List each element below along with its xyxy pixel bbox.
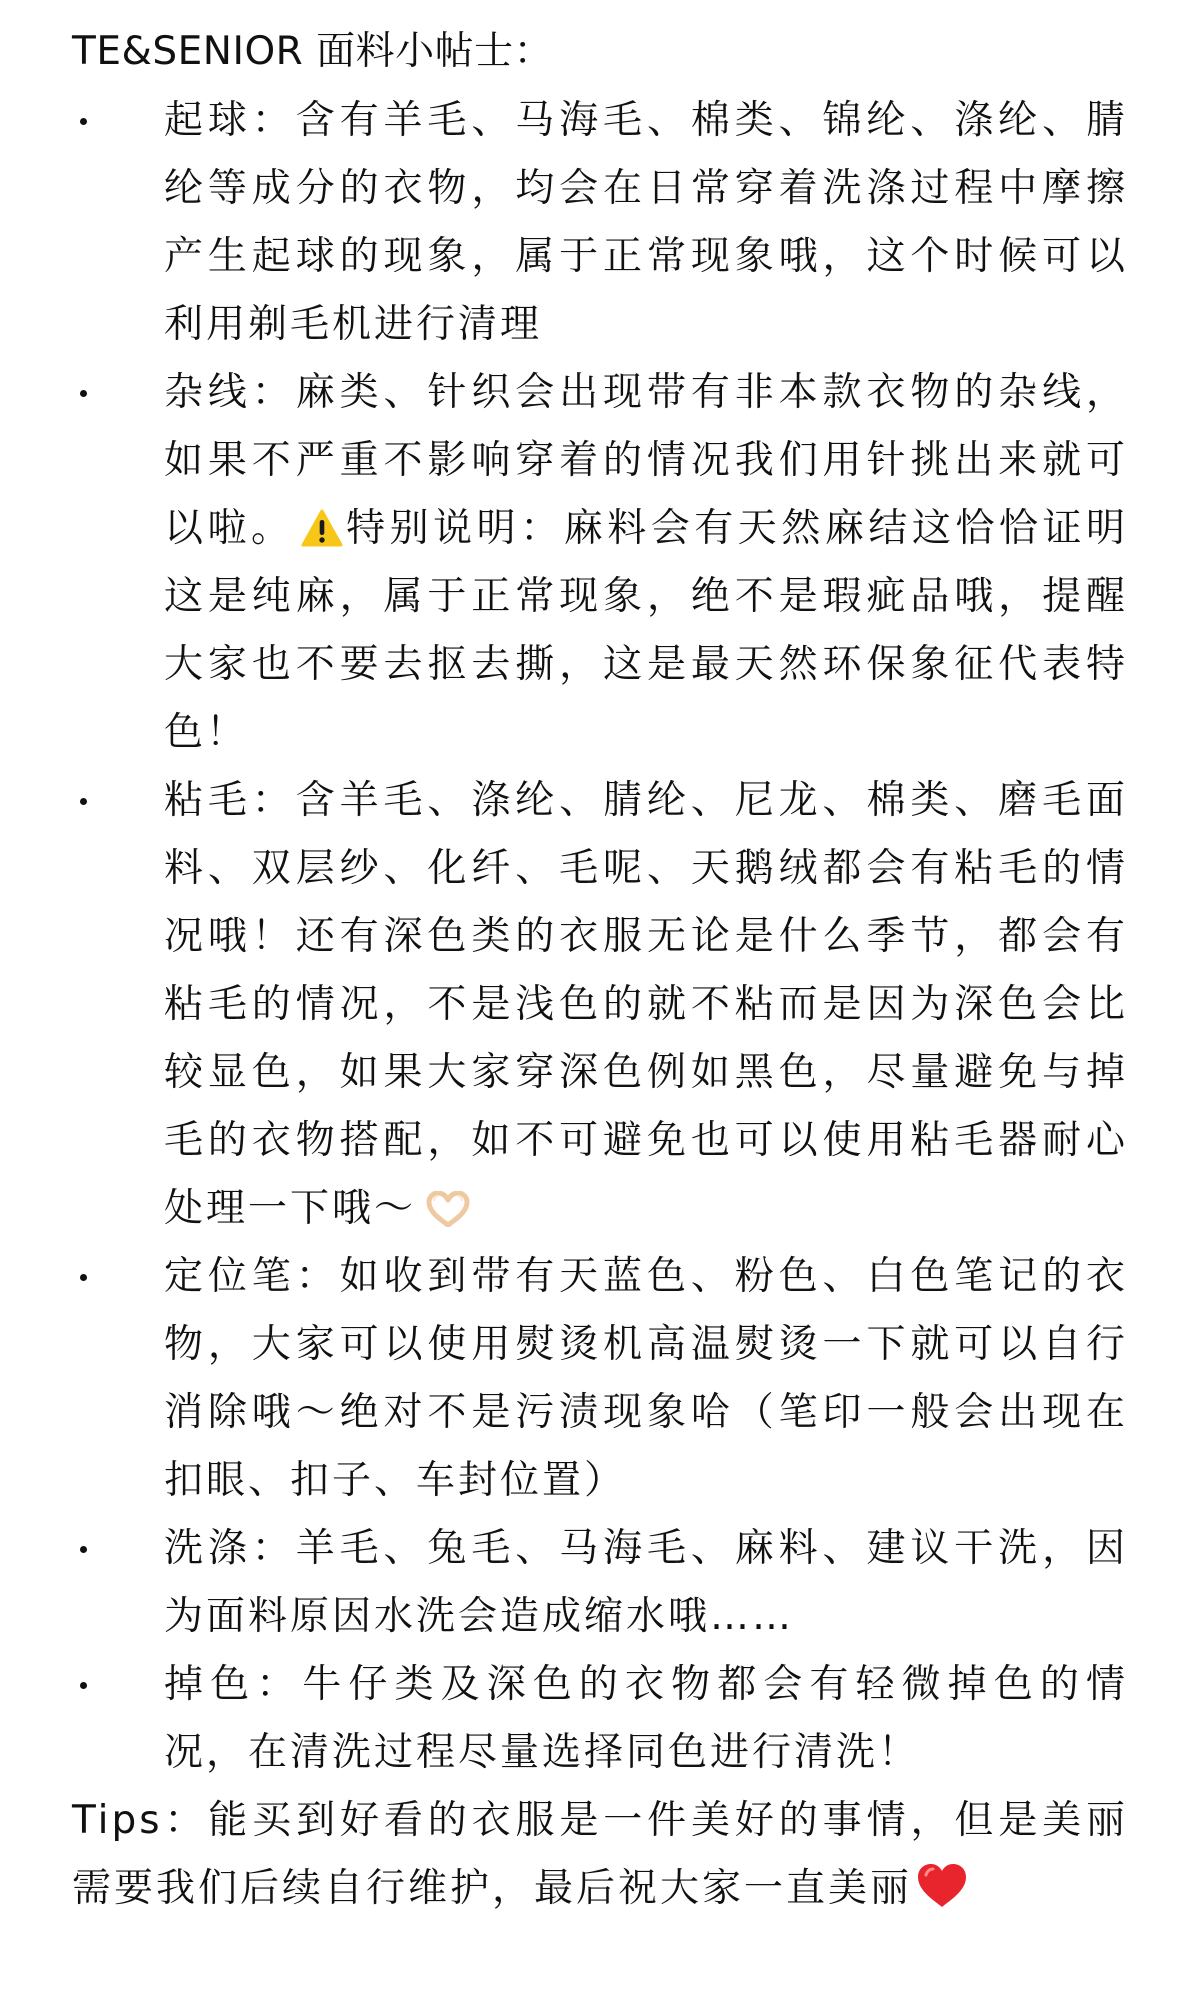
tip-text: 定位笔：如收到带有天蓝色、粉色、白色笔记的衣物，大家可以使用熨烫机高温熨烫一下就可以自行消除哦～绝对不是污渍现象哈（笔印一般会出现在扣眼、扣子、车封位置）: [164, 1254, 1128, 1503]
bullet-icon: [80, 1515, 94, 1583]
footer-text: Tips：能买到好看的衣服是一件美好的事情，但是美丽需要我们后续自行维护，最后祝大家一直美丽: [72, 1798, 1128, 1911]
tip-note-text: 特别说明：麻料会有天然麻结这恰恰证明这是纯麻，属于正常现象，绝不是瑕疵品哦，提醒大家也不要去抠去撕，这是最天然环保象征代表特色！: [164, 506, 1128, 755]
page-title: TE&SENIOR 面料小帖士：: [72, 29, 554, 74]
tip-text: 起球：含有羊毛、马海毛、棉类、锦纶、涤纶、腈纶等成分的衣物，均会在日常穿着洗涤过程中摩擦产生起球的现象，属于正常现象哦，这个时候可以利用剃毛机进行清理: [164, 98, 1128, 347]
tip-text: 掉色：牛仔类及深色的衣物都会有轻微掉色的情况，在清洗过程尽量选择同色进行清洗！: [164, 1662, 1128, 1775]
tip-item-marker-pen: [72, 1243, 1128, 1515]
red-heart-icon: [916, 1863, 968, 1909]
tip-item-pilling: [72, 87, 1128, 359]
tip-item-loose-threads: [72, 359, 1128, 767]
bullet-icon: [80, 1651, 94, 1719]
bullet-icon: [80, 767, 94, 835]
warning-icon: [301, 509, 343, 547]
bullet-icon: [80, 359, 94, 427]
tip-item-washing: [72, 1515, 1128, 1651]
footer-tips: [72, 1787, 1128, 1923]
tip-text: 洗涤：羊毛、兔毛、马海毛、麻料、建议干洗，因为面料原因水洗会造成缩水哦……: [164, 1526, 1128, 1639]
tip-text: 杂线：麻类、针织会出现带有非本款衣物的杂线，如果不严重不影响穿着的情况我们用针挑出来就可以啦。: [164, 370, 1128, 551]
tip-item-fading: [72, 1651, 1128, 1787]
tip-text: 粘毛：含羊毛、涤纶、腈纶、尼龙、棉类、磨毛面料、双层纱、化纤、毛呢、天鹅绒都会有粘毛的情况哦！还有深色类的衣服无论是什么季节，都会有粘毛的情况，不是浅色的就不粘而是因为深色会比较显色，如果大家穿深色例如黑色，尽量避免与掉毛的衣物搭配，如不可避免也可以使用粘毛器耐心处理一下哦～: [164, 778, 1128, 1231]
tip-item-lint: [72, 767, 1128, 1243]
bullet-icon: [80, 87, 94, 155]
heart-hands-icon: [426, 1191, 470, 1227]
tip-list: [72, 87, 1128, 1787]
bullet-icon: [80, 1243, 94, 1311]
